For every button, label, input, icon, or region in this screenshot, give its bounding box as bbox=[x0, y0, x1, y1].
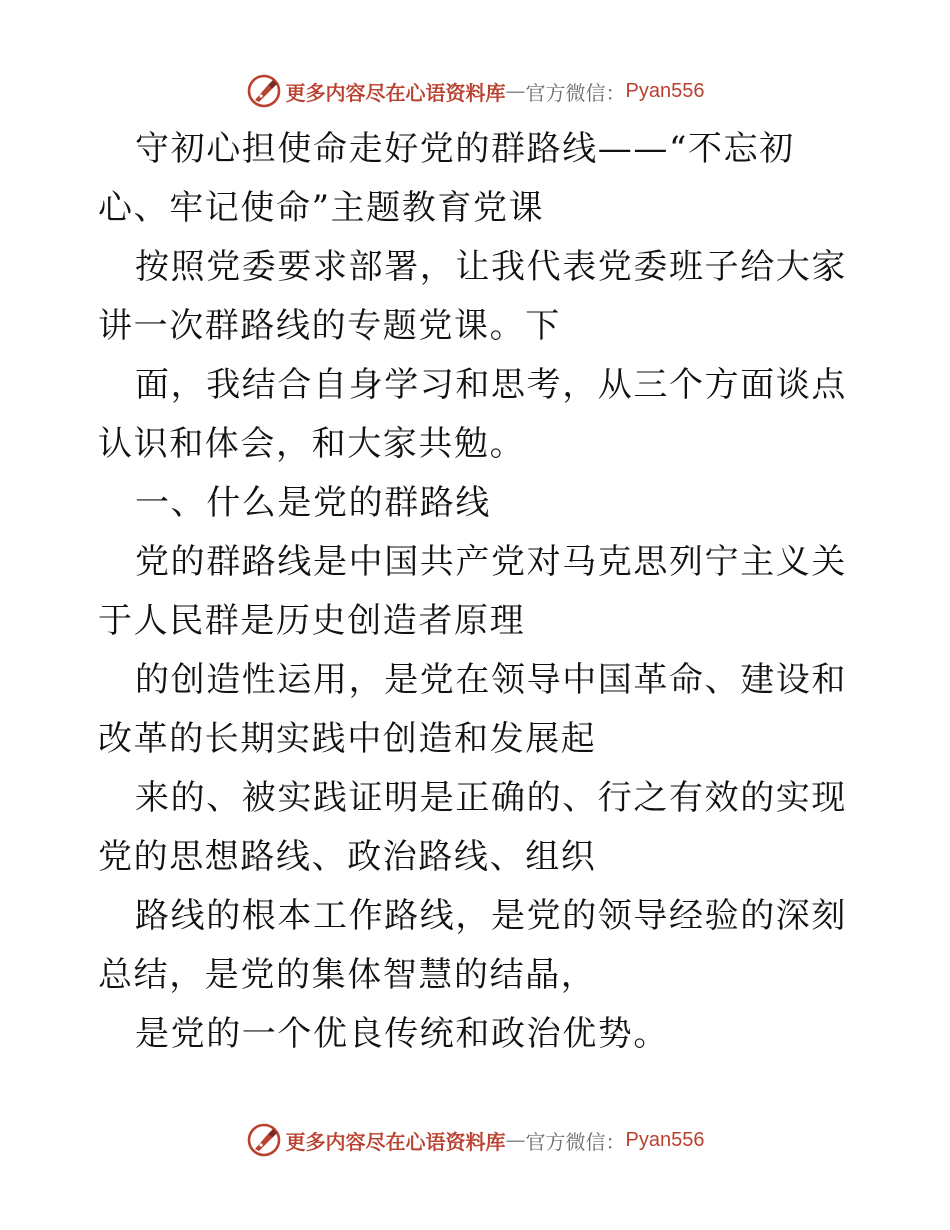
banner-official-label: 官方微信： bbox=[525, 1129, 626, 1154]
paragraph-4: 党的群路线是中国共产党对马克思列宁主义关于人民群是历史创造者原理 bbox=[98, 542, 847, 641]
banner-dash: — bbox=[505, 79, 526, 103]
paragraph-7: 路线的根本工作路线，是党的领导经验的深刻总结，是党的集体智慧的结晶， bbox=[98, 896, 847, 995]
paragraph-6: 来的、被实践证明是正确的、行之有效的实现党的思想路线、政治路线、组织 bbox=[98, 778, 847, 877]
paragraph-8: 是党的一个优良传统和政治优势。 bbox=[135, 1014, 669, 1054]
banner-wechat-id: Pyan556 bbox=[625, 1128, 705, 1151]
pen-nib-logo-icon bbox=[246, 1122, 282, 1158]
paragraph-5: 的创造性运用，是党在领导中国革命、建设和改革的长期实践中创造和发展起 bbox=[98, 660, 847, 759]
paragraph-2: 面，我结合自身学习和思考，从三个方面谈点认识和体会，和大家共勉。 bbox=[98, 365, 847, 464]
banner-official-label: 官方微信： bbox=[525, 80, 626, 105]
document-body bbox=[98, 120, 858, 1064]
section-heading-1: 一、什么是党的群路线 bbox=[135, 483, 491, 523]
banner-wechat-id: Pyan556 bbox=[625, 79, 705, 102]
header-watermark bbox=[0, 71, 950, 111]
pen-nib-logo-icon bbox=[246, 73, 282, 109]
banner-text: 更多内容尽在心语资料库 bbox=[285, 80, 506, 105]
footer-watermark bbox=[0, 1120, 950, 1160]
document-title: 守初心担使命走好党的群路线——“不忘初心、牢记使命”主题教育党课 bbox=[98, 129, 795, 228]
paragraph-1: 按照党委要求部署，让我代表党委班子给大家讲一次群路线的专题党课。下 bbox=[98, 247, 847, 346]
banner-text: 更多内容尽在心语资料库 bbox=[285, 1129, 506, 1154]
banner-dash: — bbox=[505, 1128, 526, 1152]
